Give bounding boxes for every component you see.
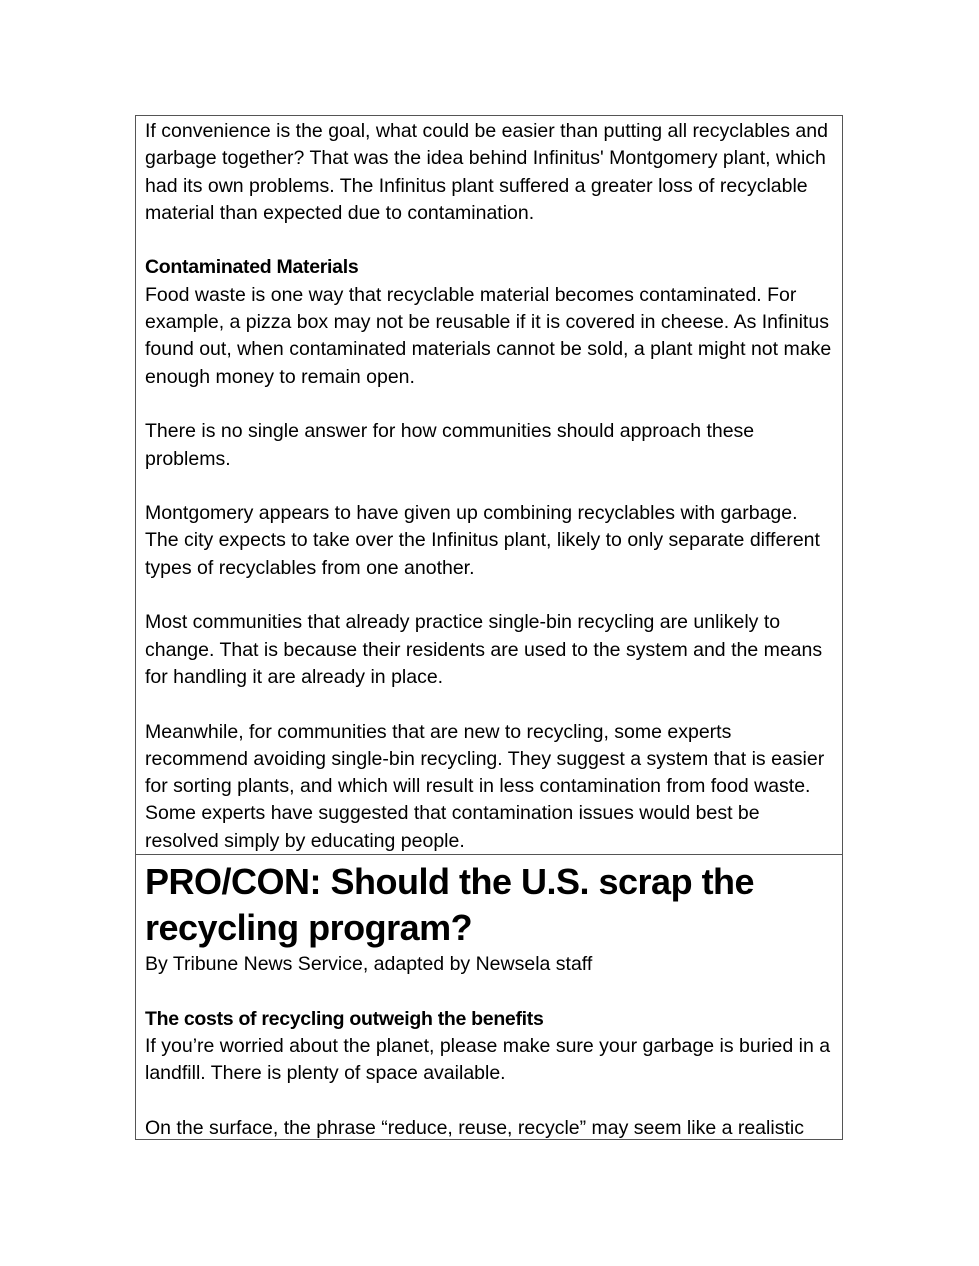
section-paragraph: Food waste is one way that recyclable material becomes contaminated. For example, a pizza box may not be reusable if it is covered in cheese. As Infinitus found out, when contaminated materials cannot be sold, a plant might not make enough money to remain open.: [145, 283, 832, 388]
body-paragraph: Most communities that already practice single-bin recycling are unlikely to change. That is because their residents are used to the system and the means for handling it are already in place.: [145, 611, 823, 688]
section-heading: Contaminated Materials: [145, 256, 359, 279]
pro-section: [145, 1006, 833, 1088]
body-paragraph: If you’re worried about the planet, please make sure your garbage is buried in a landfill. There is plenty of space available.: [145, 1034, 831, 1085]
body-paragraph: There is no single answer for how communities should approach these problems.: [145, 420, 755, 470]
procon-article-cell: [135, 854, 843, 1140]
article-title: PRO/CON: Should the U.S. scrap the recycling program?: [145, 861, 755, 948]
byline: By Tribune News Service, adapted by Newsela staff: [145, 953, 593, 975]
body-paragraph: On the surface, the phrase “reduce, reuse, recycle” may seem like a realistic: [145, 1116, 804, 1139]
section-heading: The costs of recycling outweigh the benefits: [145, 1007, 544, 1030]
contaminated-materials-section: [145, 254, 833, 390]
intro-paragraph: If convenience is the goal, what could be easier than putting all recyclables and garbage together? That was the idea behind Infinitus' Montgomery plant, which had its own problems. The Infinitus plant suffered a greater loss of recyclable material than expected due to contamination.: [145, 120, 828, 224]
body-paragraph: Meanwhile, for communities that are new to recycling, some experts recommend avoiding single-bin recycling. They suggest a system that is easier for sorting plants, and which will result in less contamination from food waste. Some experts have suggested that contamination issues would best be resolved simply by educating people.: [145, 720, 825, 852]
article-continued-cell: [135, 115, 843, 855]
body-paragraph: Montgomery appears to have given up combining recyclables with garbage. The city expects to take over the Infinitus plant, likely to only separate different types of recyclables from one another.: [145, 502, 820, 579]
